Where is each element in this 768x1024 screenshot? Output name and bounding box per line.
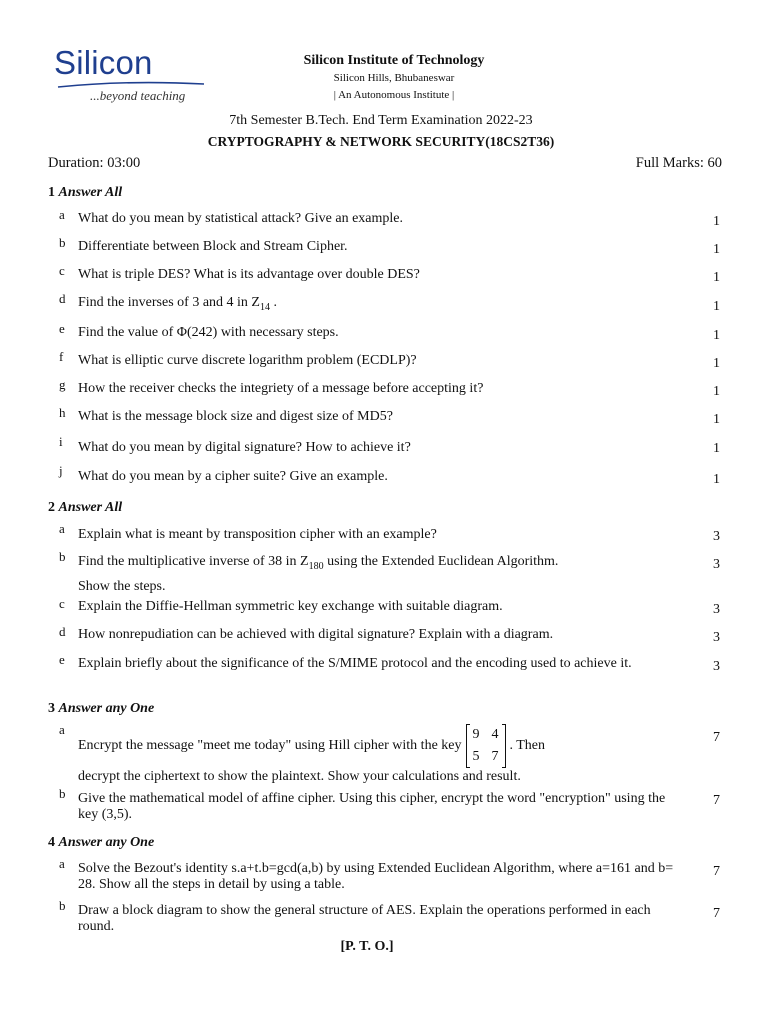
question-text <box>78 295 678 316</box>
question-text: Draw a block diagram to show the general structure of AES. Explain the operations performed in each round. <box>78 903 651 934</box>
question-text: Solve the Bezout's identity s.a+t.b=gcd(a,b) by using Extended Euclidean Algorithm, where a=161 and b= 28. Show all the steps in detail by using a table. <box>78 861 674 892</box>
full-marks: Full Marks: 60 <box>635 155 722 171</box>
question-label: g <box>59 377 66 392</box>
exam-title: 7th Semester B.Tech. End Term Examination 2022-23 <box>229 113 533 128</box>
question-text-part: . <box>269 295 277 310</box>
question-marks: 1 <box>713 356 720 371</box>
question-text <box>78 724 698 785</box>
section-number: 3 <box>48 701 55 716</box>
question-text: Find the value of Φ(242) with necessary steps. <box>78 325 339 340</box>
section-heading <box>48 500 122 516</box>
question-text: How the receiver checks the integriety of a message before accepting it? <box>78 381 484 396</box>
institute-name: Silicon Institute of Technology <box>303 53 485 68</box>
subject-title: CRYPTOGRAPHY & NETWORK SECURITY(18CS2T36) <box>207 134 555 149</box>
question-marks: 3 <box>713 630 720 645</box>
question-label: b <box>59 898 66 913</box>
duration: Duration: 03:00 <box>48 155 141 171</box>
question-text-part: Encrypt the message "meet me today" using Hill cipher with the key <box>78 738 462 754</box>
question-marks: 1 <box>713 472 720 487</box>
section-instruction: Answer All <box>58 500 123 515</box>
section-instruction: Answer any One <box>58 701 155 716</box>
question-text: Explain the Diffie-Hellman symmetric key exchange with suitable diagram. <box>78 599 503 614</box>
question-label: e <box>59 652 65 667</box>
question-label: b <box>59 235 66 250</box>
question-text: Differentiate between Block and Stream Cipher. <box>78 239 348 254</box>
question-text <box>78 554 678 595</box>
logo-wordmark: Silicon <box>54 44 153 81</box>
question-label: h <box>59 405 66 420</box>
matrix-cell: 5 <box>472 749 480 764</box>
question-marks: 3 <box>713 557 720 572</box>
question-text-line: Show the steps. <box>78 578 166 594</box>
question-label: b <box>59 786 66 801</box>
question-text-line: decrypt the ciphertext to show the plaintext. Show your calculations and result. <box>78 769 521 784</box>
question-text-part: . Then <box>509 738 546 754</box>
question-marks: 1 <box>713 270 720 285</box>
subscript: 14 <box>259 301 270 313</box>
question-label: e <box>59 321 65 336</box>
question-text: Explain what is meant by transposition cipher with an example? <box>78 527 437 542</box>
question-text: How nonrepudiation can be achieved with digital signature? Explain with a diagram. <box>78 627 554 642</box>
question-marks: 1 <box>713 412 720 427</box>
question-text-part: using the Extended Euclidean Algorithm. <box>323 554 559 569</box>
institute-status: | An Autonomous Institute | <box>333 89 455 101</box>
question-marks: 1 <box>713 242 720 257</box>
question-text: Give the mathematical model of affine cipher. Using this cipher, encrypt the word "encryption" using the key (3,5). <box>78 791 666 822</box>
question-text: What do you mean by statistical attack? Give an example. <box>78 211 403 226</box>
logo-tagline: ...beyond teaching <box>90 88 186 103</box>
question-text-part: Find the multiplicative inverse of 38 in Z <box>78 554 309 569</box>
question-marks: 3 <box>713 529 720 544</box>
question-label: b <box>59 549 66 564</box>
section-heading <box>48 835 154 851</box>
question-label: a <box>59 856 65 871</box>
key-matrix <box>466 724 506 768</box>
question-marks: 1 <box>713 299 720 314</box>
subscript: 180 <box>308 560 324 572</box>
matrix-cell: 7 <box>491 749 499 764</box>
question-text: What is the message block size and digest size of MD5? <box>78 409 393 424</box>
question-label: a <box>59 521 65 536</box>
question-marks: 7 <box>713 730 720 745</box>
question-label: c <box>59 596 65 611</box>
section-heading <box>48 701 154 717</box>
question-marks: 1 <box>713 214 720 229</box>
question-marks: 3 <box>713 659 720 674</box>
institute-address: Silicon Hills, Bhubaneswar <box>333 72 455 84</box>
matrix-cell: 9 <box>472 727 480 742</box>
question-marks: 1 <box>713 328 720 343</box>
section-number: 1 <box>48 185 55 200</box>
question-label: a <box>59 207 65 222</box>
question-marks: 1 <box>713 384 720 399</box>
section-number: 4 <box>48 835 55 850</box>
question-text: What is triple DES? What is its advantage over double DES? <box>78 267 420 282</box>
question-marks: 3 <box>713 602 720 617</box>
matrix-cell: 4 <box>491 727 499 742</box>
question-marks: 1 <box>713 441 720 456</box>
question-label: a <box>59 722 65 737</box>
page-turn-over: [P. T. O.] <box>340 939 394 954</box>
question-label: j <box>59 463 63 478</box>
question-text: Explain briefly about the significance of the S/MIME protocol and the encoding used to achieve it. <box>78 656 632 671</box>
question-marks: 7 <box>713 906 720 921</box>
question-label: f <box>59 349 64 364</box>
question-label: c <box>59 263 65 278</box>
question-label: d <box>59 624 66 639</box>
question-label: i <box>59 434 63 449</box>
question-label: d <box>59 291 66 306</box>
question-text: What is elliptic curve discrete logarithm problem (ECDLP)? <box>78 353 417 368</box>
section-instruction: Answer any One <box>58 835 155 850</box>
question-text: What do you mean by digital signature? How to achieve it? <box>78 440 411 455</box>
section-number: 2 <box>48 500 55 515</box>
question-text-part: Find the inverses of 3 and 4 in Z <box>78 295 260 310</box>
question-text: What do you mean by a cipher suite? Give an example. <box>78 469 388 484</box>
question-marks: 7 <box>713 793 720 808</box>
section-heading <box>48 185 122 201</box>
question-marks: 7 <box>713 864 720 879</box>
section-instruction: Answer All <box>58 185 123 200</box>
